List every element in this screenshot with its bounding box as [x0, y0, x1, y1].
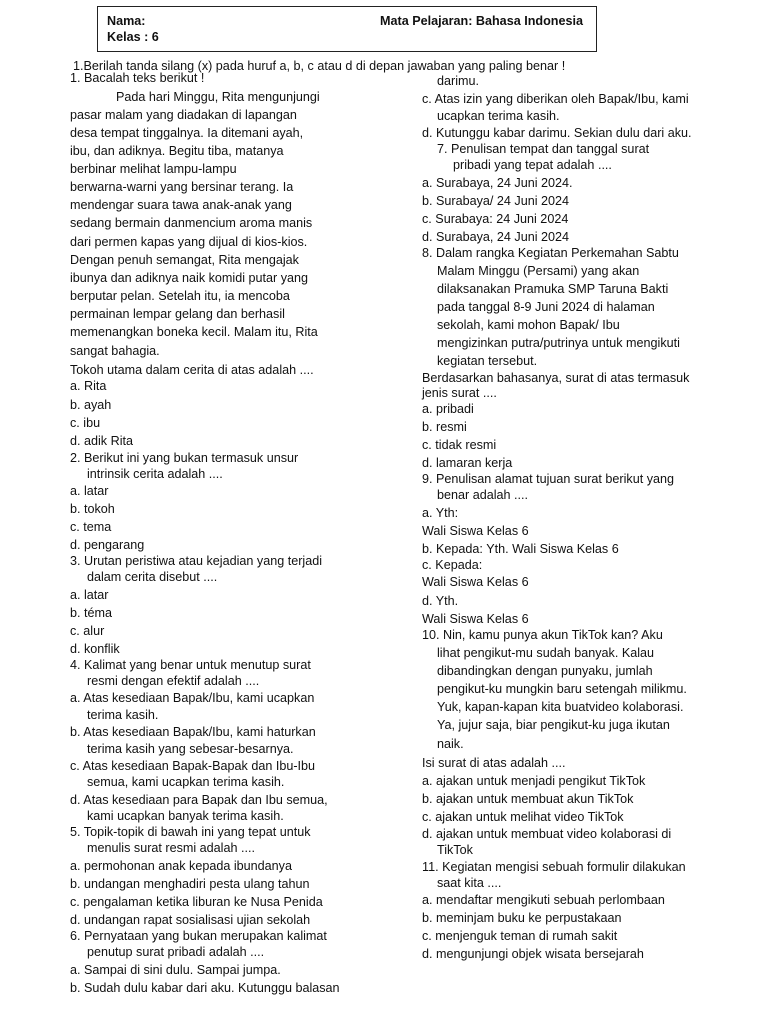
answer-option: b. resmi: [422, 420, 467, 434]
answer-option: d. Atas kesediaan para Bapak dan Ibu semua,: [70, 793, 328, 807]
answer-option: d. konflik: [70, 642, 120, 656]
story-paragraph-line: pasar malam yang diadakan di lapangan: [70, 108, 297, 122]
letter-text-line: lihat pengikut-mu sudah banyak. Kalau: [437, 646, 655, 660]
question-7-prompt: 7. Penulisan tempat dan tanggal surat: [437, 142, 650, 156]
story-paragraph-line: Pada hari Minggu, Rita mengunjungi: [116, 90, 320, 104]
question-5-prompt: 5. Topik-topik di bawah ini yang tepat untuk: [70, 825, 311, 839]
letter-text-line: kegiatan tersebut.: [437, 354, 538, 368]
story-paragraph-line: desa tempat tinggalnya. Ia ditemani ayah,: [70, 126, 304, 140]
answer-option: c. pengalaman ketika liburan ke Nusa Penida: [70, 895, 323, 909]
question-7-prompt-cont: pribadi yang tepat adalah ....: [453, 158, 612, 172]
answer-option: c. tema: [70, 520, 112, 534]
question-1-stem: Tokoh utama dalam cerita di atas adalah ....: [70, 363, 314, 377]
answer-option: d. undangan rapat sosialisasi ujian sekolah: [70, 913, 311, 927]
letter-text-line: mengizinkan putra/putrinya untuk mengikuti: [437, 336, 680, 350]
answer-option-cont: TikTok: [437, 843, 473, 857]
answer-option-cont: Wali Siswa Kelas 6: [422, 575, 529, 589]
question-4-prompt: 4. Kalimat yang benar untuk menutup surat: [70, 658, 311, 672]
answer-option-cont: ucapkan terima kasih.: [437, 109, 560, 123]
question-8-prompt: 8. Dalam rangka Kegiatan Perkemahan Sabtu: [422, 246, 679, 260]
question-10-prompt: 10. Nin, kamu punya akun TikTok kan? Aku: [422, 628, 663, 642]
answer-option: a. latar: [70, 588, 109, 602]
answer-option-cont: terima kasih.: [87, 708, 159, 722]
answer-option: d. lamaran kerja: [422, 456, 513, 470]
story-paragraph-line: dari permen kapas yang dijual di kios-kios.: [70, 235, 308, 249]
instruction-text: 1.Berilah tanda silang (x) pada huruf a, b, c atau d di depan jawaban yang paling benar !: [73, 59, 566, 73]
answer-option: c. Kepada:: [422, 558, 483, 572]
answer-option: a. Yth:: [422, 506, 459, 520]
answer-option: c. Atas kesediaan Bapak-Bapak dan Ibu-Ibu: [70, 759, 316, 773]
answer-option: a. permohonan anak kepada ibundanya: [70, 859, 292, 873]
answer-option: c. menjenguk teman di rumah sakit: [422, 929, 618, 943]
story-paragraph-line: Dengan penuh semangat, Rita mengajak: [70, 253, 299, 267]
question-6-prompt-cont: penutup surat pribadi adalah ....: [87, 945, 265, 959]
story-paragraph-line: berbinar melihat lampu-lampu: [70, 162, 237, 176]
answer-option: d. ajakan untuk membuat video kolaborasi di: [422, 827, 672, 841]
story-paragraph-line: sedang bermain danmencium aroma manis: [70, 216, 313, 230]
letter-text-line: Yuk, kapan-kapan kita buatvideo kolaborasi.: [437, 700, 684, 714]
story-paragraph-line: mendengar suara tawa anak-anak yang: [70, 198, 292, 212]
answer-option: b. ayah: [70, 398, 112, 412]
answer-option: b. Kepada: Yth. Wali Siswa Kelas 6: [422, 542, 619, 556]
letter-text-line: dilaksanakan Pramuka SMP Taruna Bakti: [437, 282, 669, 296]
answer-option: b. Atas kesediaan Bapak/Ibu, kami haturkan: [70, 725, 316, 739]
letter-text-line: dibandingkan dengan punyaku, jumlah: [437, 664, 653, 678]
answer-option: d. adik Rita: [70, 434, 133, 448]
question-2-prompt-cont: intrinsik cerita adalah ....: [87, 467, 223, 481]
story-paragraph-line: ibunya dan adiknya naik komidi putar yang: [70, 271, 309, 285]
question-8-stem-cont: jenis surat ....: [422, 386, 497, 400]
question-10-stem: Isi surat di atas adalah ....: [422, 756, 566, 770]
answer-option: c. alur: [70, 624, 105, 638]
letter-text-line: naik.: [437, 737, 464, 751]
answer-option: c. ajakan untuk melihat video TikTok: [422, 810, 624, 824]
letter-text-line: Ya, jujur saja, biar pengikut-ku juga ikutan: [437, 718, 670, 732]
subject-label: Mata Pelajaran: Bahasa Indonesia: [380, 14, 583, 28]
question-9-prompt-cont: benar adalah ....: [437, 488, 529, 502]
question-9-prompt: 9. Penulisan alamat tujuan surat berikut yang: [422, 472, 675, 486]
answer-option-cont: darimu.: [437, 74, 479, 88]
question-3-prompt-cont: dalam cerita disebut ....: [87, 570, 218, 584]
answer-option: d. pengarang: [70, 538, 145, 552]
story-paragraph-line: permainan lempar gelang dan berhasil: [70, 307, 285, 321]
answer-option: d. Surabaya, 24 Juni 2024: [422, 230, 570, 244]
answer-option-cont: terima kasih yang sebesar-besarnya.: [87, 742, 294, 756]
answer-option: b. ajakan untuk membuat akun TikTok: [422, 792, 634, 806]
question-11-prompt: 11. Kegiatan mengisi sebuah formulir dilakukan: [422, 860, 686, 874]
answer-option: b. Sudah dulu kabar dari aku. Kutunggu balasan: [70, 981, 340, 995]
letter-text-line: sekolah, kami mohon Bapak/ Ibu: [437, 318, 620, 332]
answer-option: c. Atas izin yang diberikan oleh Bapak/Ibu, kami: [422, 92, 689, 106]
name-label: Nama:: [107, 14, 146, 28]
class-label: Kelas : 6: [107, 30, 159, 44]
answer-option: d. mengunjungi objek wisata bersejarah: [422, 947, 644, 961]
letter-text-line: pengikut-ku mungkin baru setengah milikmu.: [437, 682, 687, 696]
answer-option: a. pribadi: [422, 402, 474, 416]
question-1-prompt: 1. Bacalah teks berikut !: [70, 71, 205, 85]
question-6-prompt: 6. Pernyataan yang bukan merupakan kalimat: [70, 929, 327, 943]
student-info-box: [97, 6, 597, 52]
story-paragraph-line: berwarna-warni yang bersinar terang. Ia: [70, 180, 294, 194]
answer-option: a. Surabaya, 24 Juni 2024.: [422, 176, 573, 190]
answer-option-cont: kami ucapkan banyak terima kasih.: [87, 809, 284, 823]
answer-option: b. meminjam buku ke perpustakaan: [422, 911, 622, 925]
answer-option: c. Surabaya: 24 Juni 2024: [422, 212, 569, 226]
answer-option: b. téma: [70, 606, 112, 620]
answer-option: c. tidak resmi: [422, 438, 497, 452]
question-2-prompt: 2. Berikut ini yang bukan termasuk unsur: [70, 451, 299, 465]
letter-text-line: pada tanggal 8-9 Juni 2024 di halaman: [437, 300, 655, 314]
question-4-prompt-cont: resmi dengan efektif adalah ....: [87, 674, 260, 688]
story-paragraph-line: ibu, dan adiknya. Begitu tiba, matanya: [70, 144, 284, 158]
answer-option: d. Yth.: [422, 594, 459, 608]
story-paragraph-line: sangat bahagia.: [70, 344, 160, 358]
question-3-prompt: 3. Urutan peristiwa atau kejadian yang terjadi: [70, 554, 323, 568]
answer-option: a. latar: [70, 484, 109, 498]
story-paragraph-line: memenangkan boneka kecil. Malam itu, Rita: [70, 325, 318, 339]
answer-option-cont: Wali Siswa Kelas 6: [422, 524, 529, 538]
answer-option: b. Surabaya/ 24 Juni 2024: [422, 194, 570, 208]
answer-option: a. Sampai di sini dulu. Sampai jumpa.: [70, 963, 281, 977]
answer-option: a. mendaftar mengikuti sebuah perlombaan: [422, 893, 665, 907]
answer-option-cont: semua, kami ucapkan terima kasih.: [87, 775, 285, 789]
answer-option: c. ibu: [70, 416, 101, 430]
answer-option: d. Kutunggu kabar darimu. Sekian dulu dari aku.: [422, 126, 692, 140]
question-11-prompt-cont: saat kita ....: [437, 876, 502, 890]
story-paragraph-line: berputar pelan. Setelah itu, ia mencoba: [70, 289, 290, 303]
answer-option: a. ajakan untuk menjadi pengikut TikTok: [422, 774, 646, 788]
answer-option: a. Atas kesediaan Bapak/Ibu, kami ucapkan: [70, 691, 315, 705]
question-8-stem: Berdasarkan bahasanya, surat di atas termasuk: [422, 371, 690, 385]
answer-option: a. Rita: [70, 379, 107, 393]
answer-option: b. tokoh: [70, 502, 115, 516]
letter-text-line: Malam Minggu (Persami) yang akan: [437, 264, 640, 278]
question-5-prompt-cont: menulis surat resmi adalah ....: [87, 841, 255, 855]
answer-option: b. undangan menghadiri pesta ulang tahun: [70, 877, 310, 891]
answer-option-cont: Wali Siswa Kelas 6: [422, 612, 529, 626]
